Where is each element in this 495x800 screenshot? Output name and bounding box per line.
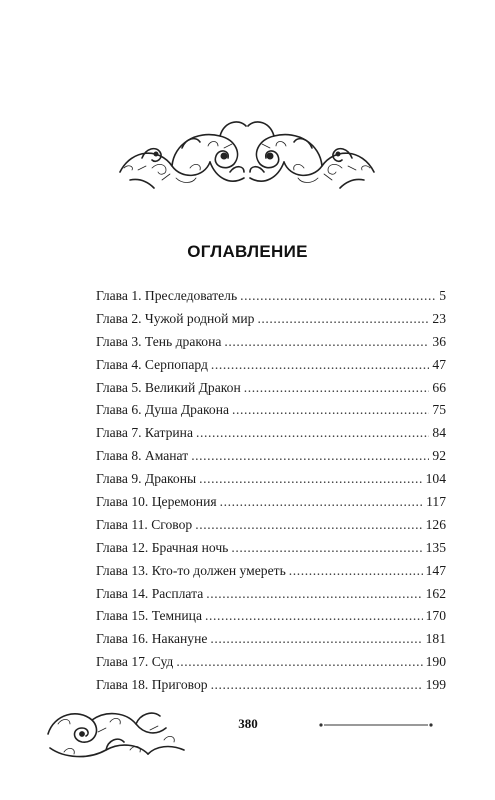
toc-entry-chapter: Глава 15. Темница	[96, 608, 202, 624]
toc-entry	[96, 308, 446, 331]
toc-entry	[96, 537, 446, 560]
toc-entry-leader-dots	[196, 422, 429, 445]
toc-entry-chapter: Глава 1. Преследователь	[96, 288, 238, 303]
toc-entry	[96, 285, 446, 308]
toc-entry-leader-dots	[199, 468, 422, 491]
toc-entry-chapter: Глава 7. Катрина	[96, 425, 193, 441]
toc-entry-page: 84	[432, 425, 446, 441]
toc-entry-chapter: Глава 3. Тень дракона	[96, 333, 222, 349]
toc-entry-page: 36	[432, 333, 446, 349]
toc-entry-leader-dots	[211, 354, 430, 377]
toc-entry-page: 5	[439, 288, 446, 303]
toc-entry	[96, 354, 446, 377]
toc-entry-page: 66	[432, 379, 446, 395]
toc-entry-chapter: Глава 17. Суд	[96, 654, 174, 670]
toc-entry-chapter: Глава 14. Расплата	[96, 585, 204, 601]
toc-entry-leader-dots	[257, 308, 429, 331]
toc-entry-page: 117	[426, 494, 446, 510]
toc-entry-leader-dots	[205, 605, 423, 628]
page-number: 380	[238, 716, 258, 731]
toc-entry	[96, 331, 446, 354]
toc-heading: ОГЛАВЛЕНИЕ	[187, 242, 308, 261]
toc-entry	[96, 628, 446, 651]
toc-entry-page: 190	[425, 654, 446, 670]
toc-entry-page: 75	[432, 402, 446, 418]
toc-entry	[96, 583, 446, 606]
toc-entry-leader-dots	[211, 674, 423, 697]
toc-entry	[96, 514, 446, 537]
toc-entry-leader-dots	[231, 537, 422, 560]
toc-entry	[96, 399, 446, 422]
toc-entry-chapter: Глава 6. Душа Дракона	[96, 402, 230, 418]
thin-rule-ornament-icon	[318, 720, 434, 730]
toc-entry-chapter: Глава 16. Накануне	[96, 631, 208, 647]
toc-entry	[96, 445, 446, 468]
toc-entry-leader-dots	[224, 331, 429, 354]
toc-entry-page: 147	[425, 562, 446, 578]
toc-entry-leader-dots	[210, 628, 422, 651]
toc-entry	[96, 605, 446, 628]
toc-entry-leader-dots	[244, 377, 430, 400]
toc-entry-chapter: Глава 4. Серпопард	[96, 356, 208, 372]
toc-entry-page: 92	[432, 448, 446, 464]
toc-entry-page: 104	[425, 471, 446, 487]
toc-entry-chapter: Глава 18. Приговор	[96, 677, 208, 693]
toc-entry-leader-dots	[206, 583, 422, 606]
toc-entry-leader-dots	[289, 560, 423, 583]
toc-entry	[96, 491, 446, 514]
toc-entry-page: 162	[425, 585, 446, 601]
toc-entry-page: 47	[432, 356, 446, 372]
toc-entry-page: 23	[432, 310, 446, 326]
toc-entry	[96, 674, 446, 697]
toc-entry-leader-dots	[176, 651, 422, 674]
toc-list	[96, 285, 446, 697]
toc-entry-chapter: Глава 13. Кто-то должен умереть	[96, 562, 286, 578]
toc-entry-chapter: Глава 11. Сговор	[96, 516, 193, 532]
floral-scroll-ornament-icon	[112, 108, 382, 198]
toc-entry	[96, 468, 446, 491]
toc-entry-page: 126	[425, 516, 446, 532]
toc-entry-chapter: Глава 2. Чужой родной мир	[96, 310, 255, 326]
toc-entry	[96, 651, 446, 674]
toc-entry-chapter: Глава 5. Великий Дракон	[96, 379, 241, 395]
toc-entry-chapter: Глава 9. Драконы	[96, 471, 197, 487]
toc-entry-page: 199	[425, 677, 446, 693]
toc-entry-page: 181	[425, 631, 446, 647]
toc-entry-page: 135	[425, 539, 446, 555]
toc-entry-page: 170	[425, 608, 446, 624]
toc-entry	[96, 422, 446, 445]
toc-entry-leader-dots	[240, 285, 436, 308]
toc-entry-chapter: Глава 12. Брачная ночь	[96, 539, 229, 555]
toc-entry-chapter: Глава 8. Аманат	[96, 448, 189, 464]
toc-entry-chapter: Глава 10. Церемония	[96, 494, 217, 510]
toc-entry	[96, 560, 446, 583]
floral-scroll-corner-ornament-icon	[44, 700, 194, 762]
toc-entry-leader-dots	[232, 399, 429, 422]
toc-entry-leader-dots	[191, 445, 429, 468]
toc-entry	[96, 377, 446, 400]
toc-entry-leader-dots	[220, 491, 424, 514]
toc-entry-leader-dots	[195, 514, 422, 537]
